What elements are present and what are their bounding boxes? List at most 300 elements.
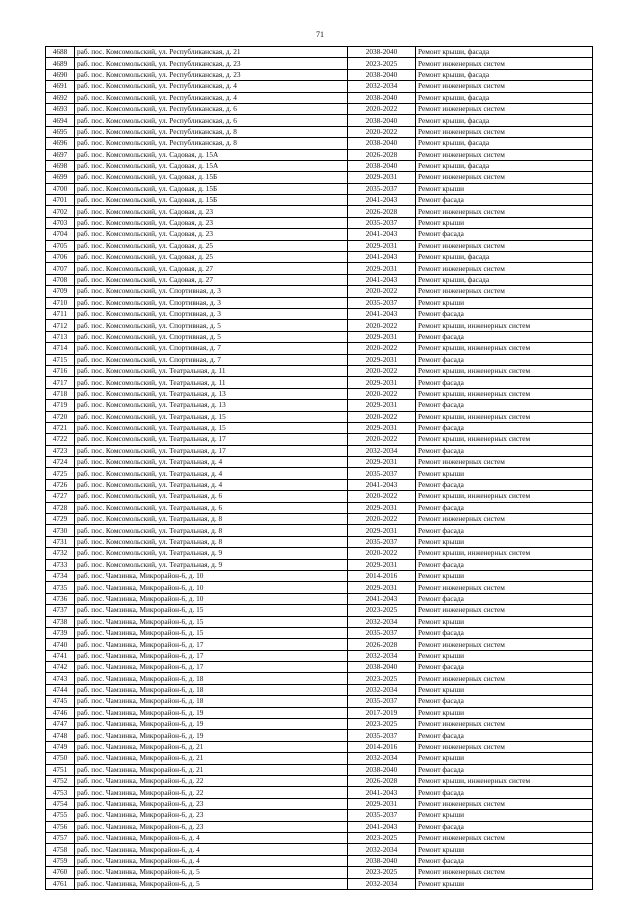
period-cell: 2026-2028 [348, 776, 416, 787]
work-type-cell: Ремонт крыши, фасада [416, 92, 593, 103]
row-number: 4738 [46, 616, 75, 627]
row-number: 4689 [46, 58, 75, 69]
address-cell: раб. пос. Чамзинка, Микрорайон-6, д. 15 [75, 605, 348, 616]
period-cell: 2020-2022 [348, 365, 416, 376]
period-cell: 2023-2025 [348, 58, 416, 69]
row-number: 4730 [46, 525, 75, 536]
work-type-cell: Ремонт крыши, фасада [416, 47, 593, 58]
work-type-cell: Ремонт крыши, инженерных систем [416, 434, 593, 445]
table-row [46, 81, 593, 92]
table-row [46, 514, 593, 525]
table-row [46, 457, 593, 468]
work-type-cell: Ремонт инженерных систем [416, 103, 593, 114]
period-cell: 2029-2031 [348, 457, 416, 468]
row-number: 4746 [46, 707, 75, 718]
table-row [46, 593, 593, 604]
table-row [46, 673, 593, 684]
address-cell: раб. пос. Комсомольский, ул. Республиканская, д. 6 [75, 103, 348, 114]
work-type-cell: Ремонт инженерных систем [416, 832, 593, 843]
table-row [46, 103, 593, 114]
address-cell: раб. пос. Комсомольский, ул. Театральная, д. 4 [75, 468, 348, 479]
table-row [46, 491, 593, 502]
period-cell: 2020-2022 [348, 514, 416, 525]
row-number: 4723 [46, 445, 75, 456]
table-row [46, 183, 593, 194]
row-number: 4704 [46, 229, 75, 240]
table-row [46, 570, 593, 581]
period-cell: 2041-2043 [348, 787, 416, 798]
row-number: 4751 [46, 764, 75, 775]
row-number: 4744 [46, 684, 75, 695]
table-row [46, 126, 593, 137]
period-cell: 2020-2022 [348, 548, 416, 559]
row-number: 4700 [46, 183, 75, 194]
address-cell: раб. пос. Комсомольский, ул. Республиканская, д. 21 [75, 47, 348, 58]
period-cell: 2041-2043 [348, 479, 416, 490]
period-cell: 2029-2031 [348, 502, 416, 513]
table-row [46, 115, 593, 126]
row-number: 4754 [46, 798, 75, 809]
address-cell: раб. пос. Комсомольский, ул. Садовая, д. 15Б [75, 195, 348, 206]
work-type-cell: Ремонт инженерных систем [416, 81, 593, 92]
work-type-cell: Ремонт инженерных систем [416, 286, 593, 297]
row-number: 4761 [46, 878, 75, 889]
work-type-cell: Ремонт крыши, фасада [416, 274, 593, 285]
row-number: 4733 [46, 559, 75, 570]
address-cell: раб. пос. Комсомольский, ул. Театральная, д. 15 [75, 422, 348, 433]
address-cell: раб. пос. Комсомольский, ул. Садовая, д. 15А [75, 149, 348, 160]
address-cell: раб. пос. Комсомольский, ул. Театральная, д. 11 [75, 365, 348, 376]
row-number: 4755 [46, 810, 75, 821]
table-row [46, 730, 593, 741]
work-type-cell: Ремонт фасада [416, 400, 593, 411]
address-cell: раб. пос. Чамзинка, Микрорайон-6, д. 17 [75, 662, 348, 673]
row-number: 4708 [46, 274, 75, 285]
address-cell: раб. пос. Чамзинка, Микрорайон-6, д. 5 [75, 867, 348, 878]
row-number: 4715 [46, 354, 75, 365]
table-row [46, 764, 593, 775]
table-row [46, 195, 593, 206]
table-row [46, 320, 593, 331]
row-number: 4724 [46, 457, 75, 468]
table-row [46, 650, 593, 661]
period-cell: 2020-2022 [348, 126, 416, 137]
work-type-cell: Ремонт фасада [416, 821, 593, 832]
address-cell: раб. пос. Чамзинка, Микрорайон-6, д. 18 [75, 684, 348, 695]
work-type-cell: Ремонт инженерных систем [416, 514, 593, 525]
work-type-cell: Ремонт крыши, инженерных систем [416, 776, 593, 787]
period-cell: 2020-2022 [348, 103, 416, 114]
period-cell: 2041-2043 [348, 821, 416, 832]
address-cell: раб. пос. Комсомольский, ул. Садовая, д. 23 [75, 217, 348, 228]
table-row [46, 855, 593, 866]
table-row [46, 696, 593, 707]
period-cell: 2035-2037 [348, 297, 416, 308]
period-cell: 2032-2034 [348, 844, 416, 855]
address-cell: раб. пос. Чамзинка, Микрорайон-6, д. 19 [75, 707, 348, 718]
period-cell: 2041-2043 [348, 593, 416, 604]
table-row [46, 582, 593, 593]
row-number: 4710 [46, 297, 75, 308]
row-number: 4740 [46, 639, 75, 650]
period-cell: 2035-2037 [348, 536, 416, 547]
work-type-cell: Ремонт крыши [416, 217, 593, 228]
address-cell: раб. пос. Комсомольский, ул. Садовая, д. 23 [75, 229, 348, 240]
work-type-cell: Ремонт крыши, фасада [416, 252, 593, 263]
table-row [46, 331, 593, 342]
table-row [46, 662, 593, 673]
table-row [46, 297, 593, 308]
address-cell: раб. пос. Комсомольский, ул. Республиканская, д. 8 [75, 138, 348, 149]
address-cell: раб. пос. Комсомольский, ул. Садовая, д. 15Б [75, 172, 348, 183]
period-cell: 2032-2034 [348, 878, 416, 889]
table-row [46, 810, 593, 821]
table-row [46, 445, 593, 456]
address-cell: раб. пос. Чамзинка, Микрорайон-6, д. 10 [75, 593, 348, 604]
address-cell: раб. пос. Комсомольский, ул. Спортивная, д. 7 [75, 354, 348, 365]
table-row [46, 206, 593, 217]
period-cell: 2032-2034 [348, 81, 416, 92]
row-number: 4712 [46, 320, 75, 331]
row-number: 4727 [46, 491, 75, 502]
row-number: 4698 [46, 160, 75, 171]
address-cell: раб. пос. Чамзинка, Микрорайон-6, д. 17 [75, 639, 348, 650]
work-type-cell: Ремонт инженерных систем [416, 149, 593, 160]
period-cell: 2035-2037 [348, 810, 416, 821]
address-cell: раб. пос. Чамзинка, Микрорайон-6, д. 23 [75, 798, 348, 809]
address-cell: раб. пос. Чамзинка, Микрорайон-6, д. 10 [75, 582, 348, 593]
table-row [46, 388, 593, 399]
work-type-cell: Ремонт крыши, инженерных систем [416, 320, 593, 331]
table-row [46, 240, 593, 251]
table-row [46, 308, 593, 319]
address-cell: раб. пос. Комсомольский, ул. Театральная, д. 17 [75, 434, 348, 445]
address-cell: раб. пос. Чамзинка, Микрорайон-6, д. 21 [75, 753, 348, 764]
row-number: 4714 [46, 343, 75, 354]
work-type-cell: Ремонт крыши [416, 468, 593, 479]
row-number: 4717 [46, 377, 75, 388]
row-number: 4690 [46, 69, 75, 80]
work-type-cell: Ремонт крыши [416, 536, 593, 547]
row-number: 4729 [46, 514, 75, 525]
work-type-cell: Ремонт фасада [416, 422, 593, 433]
address-cell: раб. пос. Чамзинка, Микрорайон-6, д. 5 [75, 878, 348, 889]
address-cell: раб. пос. Комсомольский, ул. Республиканская, д. 23 [75, 58, 348, 69]
period-cell: 2041-2043 [348, 308, 416, 319]
address-cell: раб. пос. Комсомольский, ул. Спортивная, д. 5 [75, 331, 348, 342]
period-cell: 2029-2031 [348, 172, 416, 183]
address-cell: раб. пос. Комсомольский, ул. Театральная, д. 9 [75, 559, 348, 570]
work-type-cell: Ремонт крыши [416, 684, 593, 695]
address-cell: раб. пос. Чамзинка, Микрорайон-6, д. 23 [75, 810, 348, 821]
work-type-cell: Ремонт фасада [416, 627, 593, 638]
table-row [46, 354, 593, 365]
row-number: 4734 [46, 570, 75, 581]
period-cell: 2020-2022 [348, 388, 416, 399]
period-cell: 2038-2040 [348, 92, 416, 103]
work-type-cell: Ремонт инженерных систем [416, 206, 593, 217]
work-type-cell: Ремонт фасада [416, 354, 593, 365]
row-number: 4742 [46, 662, 75, 673]
address-cell: раб. пос. Комсомольский, ул. Садовая, д. 15Б [75, 183, 348, 194]
row-number: 4713 [46, 331, 75, 342]
row-number: 4756 [46, 821, 75, 832]
address-cell: раб. пос. Чамзинка, Микрорайон-6, д. 19 [75, 719, 348, 730]
table-row [46, 548, 593, 559]
table-row [46, 616, 593, 627]
address-cell: раб. пос. Комсомольский, ул. Республиканская, д. 6 [75, 115, 348, 126]
table-row [46, 844, 593, 855]
work-type-cell: Ремонт фасада [416, 229, 593, 240]
row-number: 4702 [46, 206, 75, 217]
work-type-cell: Ремонт инженерных систем [416, 240, 593, 251]
table-row [46, 707, 593, 718]
work-type-cell: Ремонт инженерных систем [416, 719, 593, 730]
address-cell: раб. пос. Чамзинка, Микрорайон-6, д. 21 [75, 741, 348, 752]
table-row [46, 605, 593, 616]
table-row [46, 627, 593, 638]
row-number: 4694 [46, 115, 75, 126]
work-type-cell: Ремонт крыши, инженерных систем [416, 388, 593, 399]
work-type-cell: Ремонт фасада [416, 445, 593, 456]
row-number: 4707 [46, 263, 75, 274]
work-type-cell: Ремонт фасада [416, 502, 593, 513]
row-number: 4728 [46, 502, 75, 513]
period-cell: 2041-2043 [348, 274, 416, 285]
address-cell: раб. пос. Комсомольский, ул. Театральная, д. 4 [75, 457, 348, 468]
address-cell: раб. пос. Комсомольский, ул. Театральная, д. 11 [75, 377, 348, 388]
period-cell: 2032-2034 [348, 445, 416, 456]
row-number: 4753 [46, 787, 75, 798]
row-number: 4699 [46, 172, 75, 183]
row-number: 4720 [46, 411, 75, 422]
table-row [46, 525, 593, 536]
address-cell: раб. пос. Чамзинка, Микрорайон-6, д. 21 [75, 764, 348, 775]
repair-schedule-table [45, 46, 593, 890]
work-type-cell: Ремонт фасада [416, 377, 593, 388]
period-cell: 2032-2034 [348, 684, 416, 695]
row-number: 4688 [46, 47, 75, 58]
work-type-cell: Ремонт крыши [416, 844, 593, 855]
row-number: 4741 [46, 650, 75, 661]
period-cell: 2038-2040 [348, 764, 416, 775]
row-number: 4718 [46, 388, 75, 399]
work-type-cell: Ремонт крыши [416, 878, 593, 889]
work-type-cell: Ремонт инженерных систем [416, 263, 593, 274]
address-cell: раб. пос. Комсомольский, ул. Театральная, д. 8 [75, 514, 348, 525]
period-cell: 2029-2031 [348, 240, 416, 251]
period-cell: 2038-2040 [348, 138, 416, 149]
table-row [46, 832, 593, 843]
address-cell: раб. пос. Чамзинка, Микрорайон-6, д. 10 [75, 570, 348, 581]
period-cell: 2029-2031 [348, 377, 416, 388]
address-cell: раб. пос. Комсомольский, ул. Театральная, д. 8 [75, 536, 348, 547]
period-cell: 2020-2022 [348, 411, 416, 422]
period-cell: 2032-2034 [348, 753, 416, 764]
work-type-cell: Ремонт фасада [416, 764, 593, 775]
period-cell: 2020-2022 [348, 320, 416, 331]
row-number: 4695 [46, 126, 75, 137]
row-number: 4750 [46, 753, 75, 764]
address-cell: раб. пос. Чамзинка, Микрорайон-6, д. 15 [75, 627, 348, 638]
period-cell: 2020-2022 [348, 343, 416, 354]
work-type-cell: Ремонт инженерных систем [416, 582, 593, 593]
row-number: 4719 [46, 400, 75, 411]
address-cell: раб. пос. Комсомольский, ул. Спортивная, д. 5 [75, 320, 348, 331]
row-number: 4725 [46, 468, 75, 479]
address-cell: раб. пос. Комсомольский, ул. Театральная, д. 13 [75, 388, 348, 399]
table-row [46, 502, 593, 513]
work-type-cell: Ремонт фасада [416, 662, 593, 673]
table-row [46, 400, 593, 411]
address-cell: раб. пос. Чамзинка, Микрорайон-6, д. 17 [75, 650, 348, 661]
period-cell: 2029-2031 [348, 331, 416, 342]
period-cell: 2038-2040 [348, 160, 416, 171]
table-row [46, 365, 593, 376]
row-number: 4709 [46, 286, 75, 297]
row-number: 4716 [46, 365, 75, 376]
table-row [46, 252, 593, 263]
row-number: 4752 [46, 776, 75, 787]
table-row [46, 69, 593, 80]
page-number: 71 [316, 30, 324, 39]
address-cell: раб. пос. Чамзинка, Микрорайон-6, д. 22 [75, 787, 348, 798]
row-number: 4726 [46, 479, 75, 490]
table-row [46, 776, 593, 787]
address-cell: раб. пос. Чамзинка, Микрорайон-6, д. 18 [75, 696, 348, 707]
period-cell: 2029-2031 [348, 400, 416, 411]
table-row [46, 343, 593, 354]
table-row [46, 47, 593, 58]
period-cell: 2026-2028 [348, 149, 416, 160]
period-cell: 2020-2022 [348, 286, 416, 297]
period-cell: 2029-2031 [348, 422, 416, 433]
address-cell: раб. пос. Комсомольский, ул. Садовая, д. 27 [75, 263, 348, 274]
row-number: 4735 [46, 582, 75, 593]
work-type-cell: Ремонт фасада [416, 525, 593, 536]
work-type-cell: Ремонт крыши [416, 753, 593, 764]
row-number: 4691 [46, 81, 75, 92]
period-cell: 2029-2031 [348, 354, 416, 365]
address-cell: раб. пос. Комсомольский, ул. Садовая, д. 23 [75, 206, 348, 217]
table-row [46, 468, 593, 479]
table-row [46, 536, 593, 547]
address-cell: раб. пос. Комсомольский, ул. Театральная, д. 15 [75, 411, 348, 422]
address-cell: раб. пос. Комсомольский, ул. Театральная, д. 8 [75, 525, 348, 536]
table-row [46, 787, 593, 798]
table-row [46, 172, 593, 183]
work-type-cell: Ремонт фасада [416, 331, 593, 342]
table-row [46, 434, 593, 445]
address-cell: раб. пос. Чамзинка, Микрорайон-6, д. 23 [75, 821, 348, 832]
period-cell: 2023-2025 [348, 605, 416, 616]
work-type-cell: Ремонт крыши [416, 616, 593, 627]
table-body [46, 47, 593, 890]
work-type-cell: Ремонт фасада [416, 559, 593, 570]
table-row [46, 263, 593, 274]
period-cell: 2035-2037 [348, 468, 416, 479]
work-type-cell: Ремонт крыши [416, 183, 593, 194]
table-row [46, 878, 593, 889]
work-type-cell: Ремонт крыши [416, 570, 593, 581]
table-row [46, 719, 593, 730]
period-cell: 2029-2031 [348, 559, 416, 570]
table-row [46, 217, 593, 228]
address-cell: раб. пос. Комсомольский, ул. Театральная, д. 9 [75, 548, 348, 559]
work-type-cell: Ремонт крыши, фасада [416, 160, 593, 171]
address-cell: раб. пос. Чамзинка, Микрорайон-6, д. 4 [75, 832, 348, 843]
table-row [46, 639, 593, 650]
address-cell: раб. пос. Комсомольский, ул. Садовая, д. 25 [75, 240, 348, 251]
row-number: 4736 [46, 593, 75, 604]
table-row [46, 422, 593, 433]
address-cell: раб. пос. Комсомольский, ул. Театральная, д. 17 [75, 445, 348, 456]
table-row [46, 92, 593, 103]
work-type-cell: Ремонт крыши [416, 810, 593, 821]
work-type-cell: Ремонт инженерных систем [416, 867, 593, 878]
address-cell: раб. пос. Комсомольский, ул. Республиканская, д. 4 [75, 81, 348, 92]
work-type-cell: Ремонт крыши, инженерных систем [416, 343, 593, 354]
address-cell: раб. пос. Комсомольский, ул. Садовая, д. 27 [75, 274, 348, 285]
period-cell: 2032-2034 [348, 650, 416, 661]
work-type-cell: Ремонт инженерных систем [416, 605, 593, 616]
period-cell: 2038-2040 [348, 662, 416, 673]
row-number: 4743 [46, 673, 75, 684]
table-row [46, 160, 593, 171]
address-cell: раб. пос. Чамзинка, Микрорайон-6, д. 15 [75, 616, 348, 627]
table-row [46, 149, 593, 160]
work-type-cell: Ремонт крыши, фасада [416, 69, 593, 80]
period-cell: 2035-2037 [348, 696, 416, 707]
address-cell: раб. пос. Комсомольский, ул. Спортивная, д. 3 [75, 308, 348, 319]
row-number: 4745 [46, 696, 75, 707]
work-type-cell: Ремонт фасада [416, 593, 593, 604]
address-cell: раб. пос. Комсомольский, ул. Спортивная, д. 7 [75, 343, 348, 354]
period-cell: 2038-2040 [348, 855, 416, 866]
row-number: 4722 [46, 434, 75, 445]
work-type-cell: Ремонт инженерных систем [416, 798, 593, 809]
work-type-cell: Ремонт крыши, инженерных систем [416, 491, 593, 502]
period-cell: 2023-2025 [348, 867, 416, 878]
period-cell: 2026-2028 [348, 206, 416, 217]
work-type-cell: Ремонт инженерных систем [416, 741, 593, 752]
row-number: 4747 [46, 719, 75, 730]
period-cell: 2029-2031 [348, 582, 416, 593]
period-cell: 2014-2016 [348, 741, 416, 752]
period-cell: 2023-2025 [348, 832, 416, 843]
table-row [46, 753, 593, 764]
period-cell: 2038-2040 [348, 69, 416, 80]
row-number: 4737 [46, 605, 75, 616]
work-type-cell: Ремонт инженерных систем [416, 58, 593, 69]
address-cell: раб. пос. Комсомольский, ул. Театральная, д. 4 [75, 479, 348, 490]
row-number: 4696 [46, 138, 75, 149]
table-row [46, 821, 593, 832]
period-cell: 2041-2043 [348, 252, 416, 263]
row-number: 4757 [46, 832, 75, 843]
period-cell: 2014-2016 [348, 570, 416, 581]
work-type-cell: Ремонт крыши [416, 707, 593, 718]
work-type-cell: Ремонт фасада [416, 855, 593, 866]
work-type-cell: Ремонт фасада [416, 195, 593, 206]
address-cell: раб. пос. Комсомольский, ул. Театральная, д. 6 [75, 491, 348, 502]
work-type-cell: Ремонт крыши [416, 297, 593, 308]
row-number: 4711 [46, 308, 75, 319]
work-type-cell: Ремонт фасада [416, 308, 593, 319]
address-cell: раб. пос. Комсомольский, ул. Республиканская, д. 4 [75, 92, 348, 103]
address-cell: раб. пос. Комсомольский, ул. Садовая, д. 15А [75, 160, 348, 171]
work-type-cell: Ремонт фасада [416, 730, 593, 741]
